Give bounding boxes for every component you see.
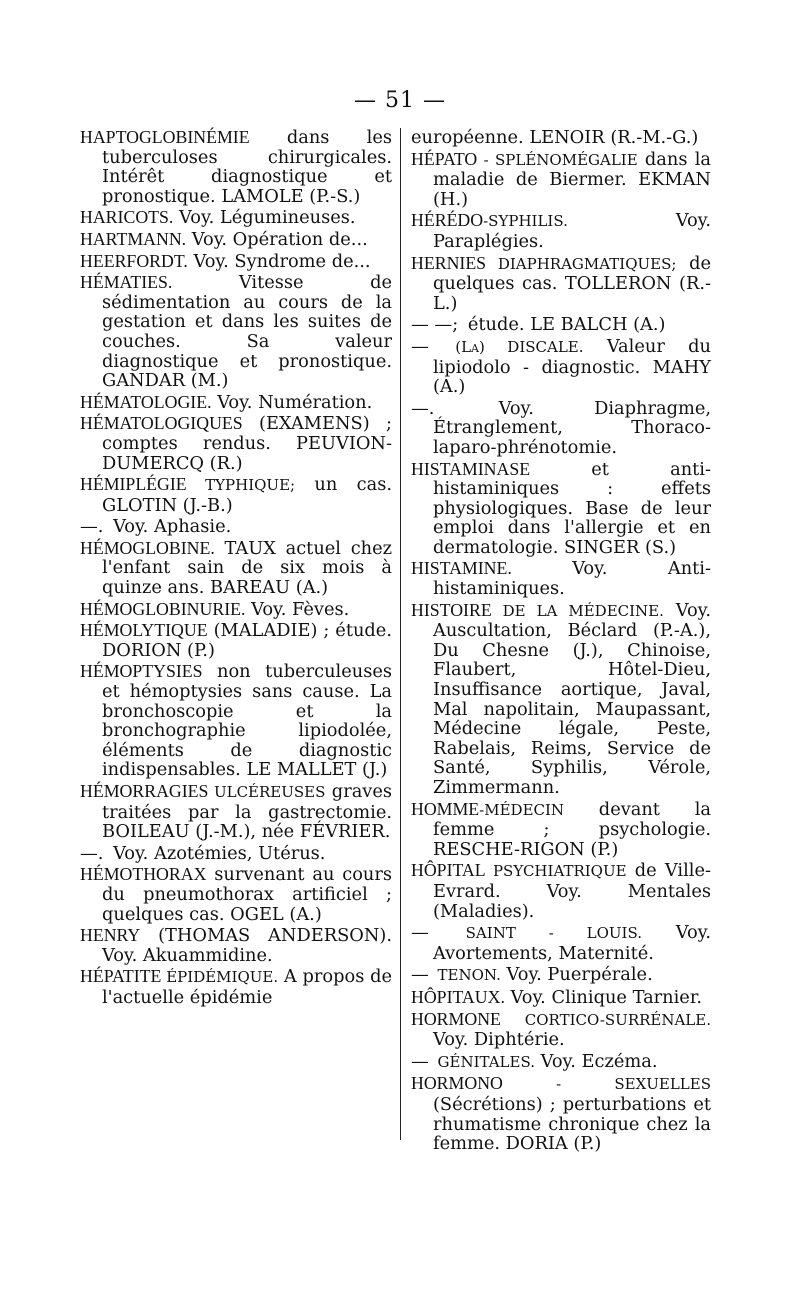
entry-text: Voy. Avortements, Maternité. — [433, 922, 711, 964]
entry-subhead: - SEXUELLES — [502, 1075, 711, 1094]
entry-dash: — — [411, 922, 429, 944]
entry-text: Voy. Diaphragme, Étranglement, Thoraco-laparo-phrénotomie. — [433, 397, 711, 458]
index-entry — [411, 601, 711, 798]
entry-headword: HAPTOGLOBINÉMIE — [80, 127, 250, 147]
entry-text: Voy. Numération. — [211, 391, 373, 413]
entry-text: Voy. Eczéma. — [534, 1050, 658, 1072]
entry-headword: HORMONO — [411, 1073, 503, 1094]
entry-text: TAUX actuel chez l'enfant sain de six mois à quinze ans. BAREAU (A.) — [102, 537, 392, 599]
entry-text: Voy. Anti-histaminiques. — [433, 558, 711, 600]
entry-subhead: PSYCHIATRIQUE — [485, 862, 627, 881]
index-entry — [411, 399, 711, 458]
entry-text: Voy. Diphtérie. — [433, 1029, 565, 1051]
index-entry — [80, 128, 392, 206]
right-column — [411, 128, 711, 1156]
entry-text: Voy. Paraplégies. — [433, 210, 711, 252]
left-column — [80, 128, 392, 1010]
index-entry — [80, 662, 392, 780]
entry-subhead: DE LA MÉDECINE. — [491, 601, 664, 620]
index-entry — [411, 1074, 711, 1153]
entry-dash: — — [411, 964, 429, 986]
entry-headword: HISTAMINASE — [411, 458, 531, 479]
entry-text: devant la femme ; psychologie. RESCHE-RIGON (P.) — [433, 798, 711, 860]
entry-text: (THOMAS ANDERSON). Voy. Akuammidine. — [102, 925, 392, 966]
index-entry — [80, 926, 392, 965]
entry-text: Voy. Aphasie. — [107, 516, 232, 538]
index-entry — [80, 782, 392, 842]
entry-headword: HISTAMINE. — [411, 558, 512, 579]
index-entry — [80, 539, 392, 598]
index-entry — [80, 414, 392, 473]
entry-text: dans la maladie de Biermer. EKMAN (H.) — [433, 148, 712, 210]
entry-headword: HISTOIRE — [411, 599, 492, 620]
index-entry — [411, 315, 711, 335]
entry-headword: HÉMATOLOGIQUES — [80, 413, 243, 434]
entry-headword: HÉMOPTYSIES — [80, 661, 203, 682]
entry-headword: HÔPITAUX. — [411, 986, 505, 1007]
entry-dash: — — [411, 335, 429, 357]
index-entry — [411, 337, 711, 397]
index-entry — [80, 844, 392, 864]
entry-subhead: ÉPIDÉMIQUE. — [161, 968, 279, 987]
index-entry — [411, 923, 711, 963]
entry-headword: HERNIES — [411, 252, 487, 273]
index-entry — [411, 800, 711, 860]
entry-text: et anti-histaminiques : effets physiologiques. Base de leur emploi dans l'allergie et en dermatologie. SINGER (S.) — [433, 458, 711, 558]
entry-subhead: CORTICO-SURRÉNALE. — [500, 1010, 711, 1029]
entry-subhead: TYPHIQUE; — [186, 476, 296, 495]
entry-text: Voy. Auscultation, Béclard (P.-A.), Du Chesne (J.), Chinoise, Flaubert, Hôtel-Dieu, Insuffisance aortique, Javal, Mal napolitain, Maupassant, Médecine légale, Peste, Rabelais, Reims, Service de Santé, Syphilis, Vérole, Zimmermann. — [433, 599, 711, 798]
entry-subhead: GÉNITALES. — [432, 1052, 535, 1071]
entry-subhead: -MÉDECIN — [479, 800, 565, 819]
entry-headword: HOMME — [411, 798, 480, 819]
entry-text: de Ville-Evrard. Voy. Mentales (Maladies). — [433, 860, 711, 922]
entry-subhead: (La) DISCALE. — [432, 337, 584, 356]
entry-subhead: -SYPHILIS. — [483, 212, 568, 231]
index-entry — [411, 460, 711, 558]
entry-text: Voy. Syndrome de... — [187, 250, 371, 272]
index-entry — [411, 254, 711, 314]
index-entry — [411, 988, 711, 1008]
entry-headword: HÉMATOLOGIE. — [80, 391, 212, 412]
entry-subhead: DIAPHRAGMATIQUES; — [486, 254, 677, 273]
entry-headword: HÉRÉDO — [411, 210, 484, 231]
entry-text: (MALADIE) ; étude. DORION (P.) — [102, 620, 392, 661]
entry-text: Voy. Fèves. — [245, 598, 350, 620]
entry-headword: HÉMORRAGIES — [80, 781, 209, 801]
entry-headword: HÉMOGLOBINURIE. — [80, 598, 246, 619]
index-entry — [80, 252, 392, 272]
index-entry — [80, 273, 392, 391]
entry-text: Valeur du lipiodolo - diagnostic. MAHY (A.) — [433, 335, 711, 398]
index-entry — [411, 128, 711, 148]
entry-headword: HÉMOGLOBINE. — [80, 537, 215, 558]
entry-subhead: ULCÉREUSES — [208, 783, 326, 801]
entry-text: Voy. Légumineuses. — [173, 207, 356, 229]
entry-dash: —. — [80, 516, 104, 538]
index-entry — [80, 393, 392, 413]
index-entry — [80, 967, 392, 1007]
entry-subhead: - SPLÉNOMÉGALIE — [477, 150, 638, 169]
index-entry — [411, 1052, 711, 1073]
page-number: — 51 — — [354, 88, 446, 113]
index-entry — [411, 150, 711, 210]
entry-headword: HÉMATIES. — [80, 272, 173, 293]
entry-headword: HARICOTS. — [80, 207, 174, 228]
index-entry — [80, 600, 392, 620]
index-entry — [411, 861, 711, 921]
entry-headword: HORMONE — [411, 1008, 501, 1029]
entry-headword: HÉMOTHORAX — [80, 864, 207, 885]
index-entry — [411, 1010, 711, 1050]
entry-text: Voy. Opération de... — [186, 228, 368, 250]
entry-text: de quelques cas. TOLLERON (R.-L.) — [433, 252, 711, 314]
entry-dash: — — [411, 1050, 429, 1072]
entry-headword: HÉMOLYTIQUE — [80, 620, 208, 641]
index-entry — [80, 517, 392, 537]
entry-text: (Sécrétions) ; perturbations et rhumatisme chronique chez la femme. DORIA (P.) — [433, 1093, 711, 1155]
entry-text: européenne. LENOIR (R.-M.-G.) — [411, 127, 699, 148]
entry-text: étude. LE BALCH (A.) — [462, 314, 666, 336]
entry-text: Voy. Puerpérale. — [500, 964, 653, 986]
entry-dash: — —; — [411, 314, 459, 336]
index-entry — [80, 230, 392, 250]
entry-headword: HARTMANN. — [80, 228, 187, 249]
entry-text: (EXAMENS) ; comptes rendus. PEUVION-DUMERCQ (R.) — [102, 413, 392, 474]
entry-headword: HEERFORDT. — [80, 250, 188, 271]
index-entry — [80, 475, 392, 515]
column-divider — [400, 128, 401, 1140]
entry-text: dans les tuberculoses chirurgicales. Intérêt diagnostique et pronostique. LAMOLE (P.-S.) — [102, 127, 392, 207]
entry-headword: HÉPATITE — [80, 966, 162, 987]
entry-text: un cas. GLOTIN (J.-B.) — [102, 474, 392, 516]
index-entry — [80, 208, 392, 228]
index-entry — [411, 559, 711, 598]
index-entry — [411, 965, 711, 986]
index-entry — [80, 865, 392, 924]
entry-text: A propos de l'actuelle épidémie — [102, 966, 392, 1008]
entry-text: Voy. Clinique Tarnier. — [504, 986, 703, 1008]
entry-text: non tuberculeuses et hémoptysies sans cause. La bronchoscopie et la bronchographie lipiodolée, éléments de diagnostic indispensables. LE MALLET (J.) — [102, 661, 392, 781]
entry-headword: HENRY — [80, 925, 141, 946]
entry-text: Vitesse de sédimentation au cours de la gestation et dans les suites de couches. Sa valeur diagnostique et pronostique. GANDAR (M.) — [102, 272, 392, 392]
entry-text: survenant au cours du pneumothorax artificiel ; quelques cas. OGEL (A.) — [102, 864, 392, 925]
entry-dash: —. — [80, 842, 104, 864]
entry-text: Voy. Azotémies, Utérus. — [107, 842, 326, 864]
entry-subhead: SAINT - LOUIS. — [432, 924, 642, 943]
index-entry — [411, 211, 711, 251]
entry-text: graves traitées par la gastrectomie. BOILEAU (J.-M.), née FÉVRIER. — [102, 781, 392, 843]
entry-headword: HÉPATO — [411, 148, 478, 169]
entry-dash: —. — [411, 397, 435, 419]
entry-subhead: TENON. — [432, 966, 501, 985]
entry-headword: HÉMIPLÉGIE — [80, 474, 187, 495]
entry-headword: HÔPITAL — [411, 860, 486, 881]
index-entry — [80, 621, 392, 660]
